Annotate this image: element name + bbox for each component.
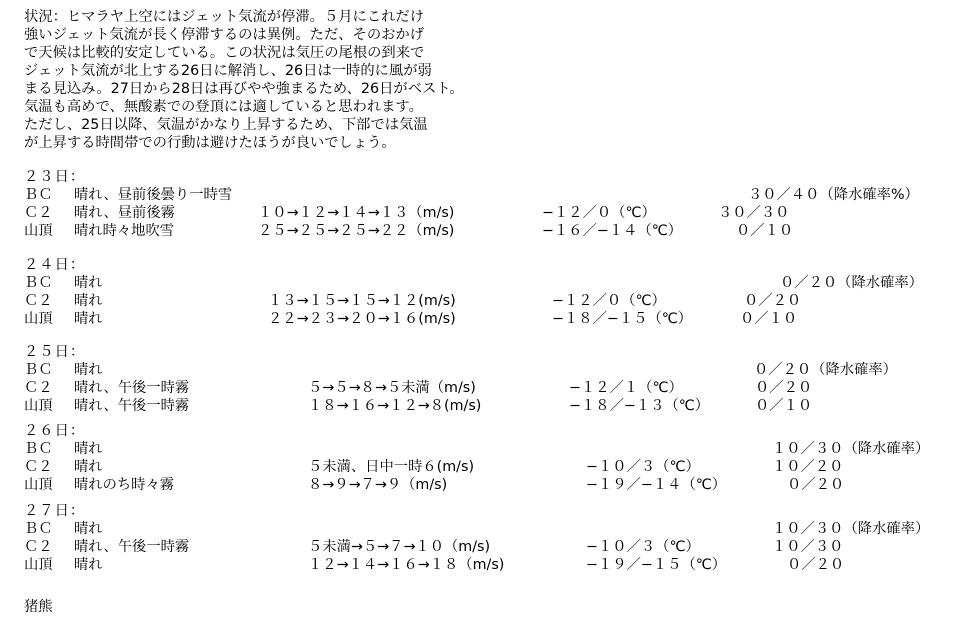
temp-text: −１２／０（℃）	[552, 293, 666, 309]
intro-line: まる見込み。27日から28日は再びやや強まるため、26日がベスト。	[24, 81, 464, 97]
weather-text: 晴れ、昼前後曇り一時雪	[74, 187, 233, 203]
temp-text: −１９／−１４（℃）	[586, 477, 727, 493]
day-section-24	[24, 256, 944, 328]
precip-text: ０／１０	[736, 223, 794, 239]
place-label: Ｃ２	[24, 293, 53, 309]
weather-text: 晴れ、昼前後霧	[74, 205, 175, 221]
weather-text: 晴れ、午後一時霧	[74, 539, 190, 555]
precip-text: １０／３０（降水確率）	[772, 441, 930, 457]
wind-text: ５→５→８→５未満（m/s)	[308, 380, 476, 396]
place-label: 山頂	[24, 311, 53, 327]
precip-text: ３０／４０（降水確率%）	[748, 187, 919, 203]
weather-text: 晴れ	[74, 293, 103, 309]
intro-line: ジェット気流が北上する26日に解消し、26日は一時的に風が弱	[24, 63, 432, 79]
forecast-row-summit	[24, 222, 944, 240]
intro-line: で天候は比較的安定している。この状況は気圧の尾根の到来で	[24, 45, 425, 61]
forecast-row-bc	[24, 361, 944, 379]
wind-text: １２→１４→１６→１８（m/s)	[308, 557, 505, 573]
place-label: Ｃ２	[24, 539, 53, 555]
day-heading: ２５日：	[24, 344, 86, 360]
day-heading: ２３日：	[24, 169, 86, 185]
wind-text: ２２→２３→２０→１６(m/s)	[268, 311, 456, 327]
place-label: ＢＣ	[24, 275, 53, 291]
weather-text: 晴れ、午後一時霧	[74, 380, 190, 396]
temp-text: −１６／−１４（℃）	[542, 223, 683, 239]
place-label: Ｃ２	[24, 380, 53, 396]
day-heading: ２６日：	[24, 423, 86, 439]
forecast-row-bc	[24, 274, 944, 292]
temp-text: −１２／１（℃）	[569, 380, 683, 396]
forecast-row-summit	[24, 476, 944, 494]
precip-text: ３０／３０	[718, 205, 790, 221]
temp-text: −１２／０（℃）	[542, 205, 656, 221]
precip-text: １０／３０（降水確率）	[772, 521, 930, 537]
forecast-row-c2	[24, 292, 944, 310]
weather-text: 晴れ	[74, 441, 103, 457]
day-heading: ２４日：	[24, 257, 86, 273]
weather-text: 晴れ	[74, 459, 103, 475]
intro-line: ただし、25日以降、気温がかなり上昇するため、下部では気温	[24, 117, 428, 133]
place-label: 山頂	[24, 223, 53, 239]
wind-text: ２５→２５→２５→２２（m/s)	[258, 223, 455, 239]
temp-text: −１８／−１３（℃）	[569, 398, 710, 414]
temp-text: −１０／３（℃）	[586, 459, 700, 475]
place-label: ＢＣ	[24, 521, 53, 537]
forecast-row-bc	[24, 520, 944, 538]
intro-paragraph	[24, 8, 494, 152]
intro-line: 強いジェット気流が長く停滞するのは異例。ただ、そのおかげ	[24, 27, 425, 43]
precip-text: ０／２０	[755, 380, 813, 396]
weather-text: 晴れ	[74, 275, 103, 291]
precip-text: ０／２０（降水確率）	[780, 275, 923, 291]
author-signature: 猪熊	[24, 599, 53, 615]
day-heading: ２７日：	[24, 503, 86, 519]
weather-text: 晴れ	[74, 311, 103, 327]
precip-text: ０／１０	[740, 311, 798, 327]
forecast-row-c2	[24, 204, 944, 222]
temp-text: −１８／−１５（℃）	[552, 311, 693, 327]
precip-text: ０／２０	[744, 293, 802, 309]
forecast-row-bc	[24, 440, 944, 458]
wind-text: ８→９→７→９（m/s)	[308, 477, 448, 493]
wind-text: １０→１２→１４→１３（m/s)	[258, 205, 455, 221]
place-label: 山頂	[24, 398, 53, 414]
precip-text: ０／２０（降水確率）	[754, 362, 897, 378]
place-label: ＢＣ	[24, 362, 53, 378]
intro-line: が上昇する時間帯での行動は避けたほうが良いでしょう。	[24, 135, 396, 151]
place-label: Ｃ２	[24, 459, 53, 475]
wind-text: １８→１６→１２→８(m/s)	[308, 398, 482, 414]
precip-text: ０／２０	[787, 557, 845, 573]
precip-text: １０／３０	[772, 539, 844, 555]
precip-text: ０／１０	[755, 398, 813, 414]
forecast-row-c2	[24, 379, 944, 397]
place-label: Ｃ２	[24, 205, 53, 221]
wind-text: ５未満→５→７→１０（m/s)	[308, 539, 491, 555]
precip-text: １０／２０	[772, 459, 844, 475]
forecast-row-c2	[24, 538, 944, 556]
wind-text: ５未満、日中一時６(m/s)	[308, 459, 475, 475]
weather-text: 晴れ	[74, 521, 103, 537]
place-label: 山頂	[24, 477, 53, 493]
weather-text: 晴れ	[74, 557, 103, 573]
day-section-25	[24, 343, 944, 415]
weather-text: 晴れ、午後一時霧	[74, 398, 190, 414]
temp-text: −１０／３（℃）	[586, 539, 700, 555]
intro-line: 状況：ヒマラヤ上空にはジェット気流が停滞。５月にこれだけ	[24, 9, 425, 25]
wind-text: １３→１５→１５→１２(m/s)	[268, 293, 456, 309]
day-section-23	[24, 168, 944, 240]
forecast-row-bc	[24, 186, 944, 204]
day-section-27	[24, 502, 944, 574]
weather-text: 晴れ時々地吹雪	[74, 223, 175, 239]
weather-text: 晴れのち時々霧	[74, 477, 175, 493]
day-section-26	[24, 422, 944, 494]
precip-text: ０／２０	[787, 477, 845, 493]
place-label: 山頂	[24, 557, 53, 573]
temp-text: −１９／−１５（℃）	[586, 557, 727, 573]
forecast-row-summit	[24, 556, 944, 574]
place-label: ＢＣ	[24, 441, 53, 457]
intro-line: 気温も高めで、無酸素での登頂には適していると思われます。	[24, 99, 423, 115]
weather-text: 晴れ	[74, 362, 103, 378]
forecast-row-c2	[24, 458, 944, 476]
place-label: ＢＣ	[24, 187, 53, 203]
forecast-row-summit	[24, 310, 944, 328]
forecast-row-summit	[24, 397, 944, 415]
